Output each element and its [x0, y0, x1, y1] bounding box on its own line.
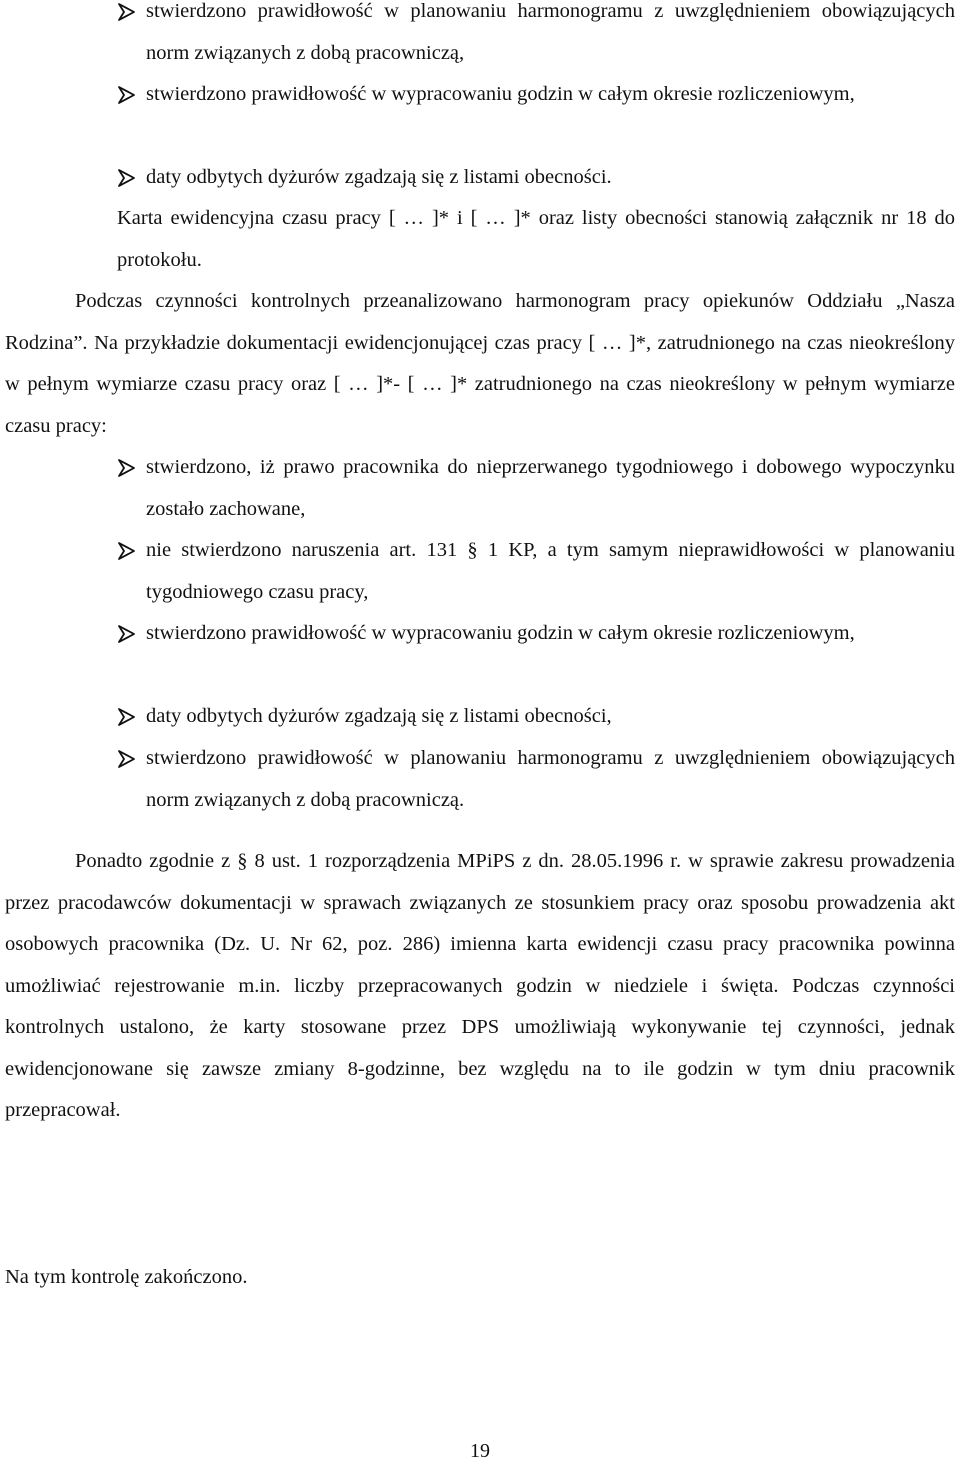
list-item-text: daty odbytych dyżurów zgadzają się z listami obecności. — [146, 166, 612, 188]
page-number: 19 — [470, 1440, 490, 1462]
list-item-text: nie stwierdzono naruszenia art. 131 § 1 KP, a tym samym nieprawidłowości w planowaniu tygodniowego czasu pracy, — [146, 539, 955, 603]
list-item — [117, 530, 955, 613]
arrow-bullet-icon — [117, 541, 137, 561]
arrow-bullet-icon — [117, 168, 137, 188]
list-item — [117, 738, 955, 821]
list-item — [117, 157, 955, 199]
list-item — [117, 696, 955, 738]
arrow-bullet-icon — [117, 458, 137, 478]
list-item-text: stwierdzono prawidłowość w wypracowaniu godzin w całym okresie rozliczeniowym, — [146, 83, 855, 105]
arrow-bullet-icon — [117, 749, 137, 769]
list-item-text: stwierdzono prawidłowość w wypracowaniu godzin w całym okresie rozliczeniowym, — [146, 622, 855, 644]
list-item-text: stwierdzono, iż prawo pracownika do nieprzerwanego tygodniowego i dobowego wypoczynku zostało zachowane, — [146, 456, 955, 520]
regulation-paragraph: Ponadto zgodnie z § 8 ust. 1 rozporządzenia MPiPS z dn. 28.05.1996 r. w sprawie zakresu prowadzenia przez pracodawców dokumentacji w sprawach związanych ze stosunkiem pracy oraz sposobu prowadzenia akt osobowych pracownika (Dz. U. Nr 62, poz. 286) imienna karta ewidencji czasu pracy pracownika powinna umożliwiać rejestrowanie m.in. liczby przepracowanych godzin w niedziele i święta. Podczas czynności kontrolnych ustalono, że karty stosowane przez DPS umożliwiają wykonywanie tej czynności, jednak ewidencjonowane się zawsze zmiany 8-godzinne, bez względu na to ile godzin w tym dniu pracownik przepracował. — [5, 850, 955, 1121]
closing-line: Na tym kontrolę zakończono. — [5, 1266, 248, 1288]
list-item-text: stwierdzono prawidłowość w planowaniu harmonogramu z uwzględnieniem obowiązujących norm związanych z dobą pracowniczą, — [146, 0, 955, 64]
list-item — [117, 613, 955, 655]
arrow-bullet-icon — [117, 624, 137, 644]
arrow-bullet-icon — [117, 85, 137, 105]
attachment-paragraph: Karta ewidencyjna czasu pracy [ … ]* i [ … ]* oraz listy obecności stanowią załącznik nr 18 do protokołu. — [117, 207, 955, 271]
arrow-bullet-icon — [117, 707, 137, 727]
inspection-paragraph: Podczas czynności kontrolnych przeanalizowano harmonogram pracy opiekunów Oddziału „Nasza Rodzina”. Na przykładzie dokumentacji ewidencjonującej czas pracy [ … ]*, zatrudnionego na czas nieokreślony w pełnym wymiarze czasu pracy oraz [ … ]*- [ … ]* zatrudnionego na czas nieokreślony w pełnym wymiarze czasu pracy: — [5, 290, 955, 437]
list-item — [117, 0, 955, 74]
arrow-bullet-icon — [117, 2, 137, 22]
list-item — [117, 447, 955, 530]
list-item-text: stwierdzono prawidłowość w planowaniu harmonogramu z uwzględnieniem obowiązujących norm związanych z dobą pracowniczą. — [146, 747, 955, 811]
list-item — [117, 74, 955, 116]
list-item-text: daty odbytych dyżurów zgadzają się z listami obecności, — [146, 705, 612, 727]
